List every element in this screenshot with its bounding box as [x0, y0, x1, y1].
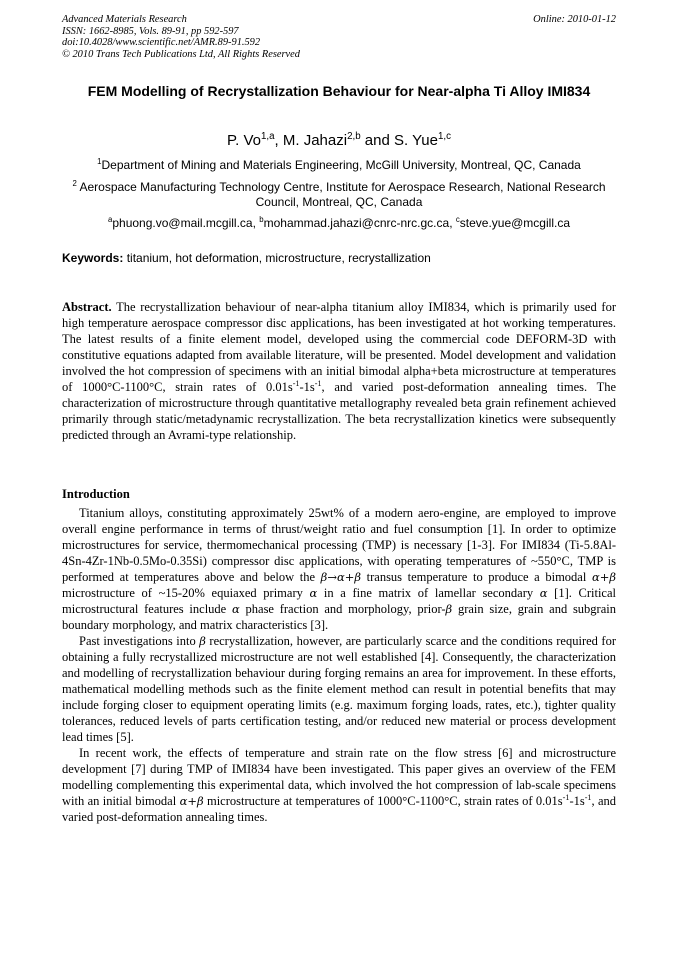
keywords	[62, 251, 616, 266]
affiliation-number: 1	[97, 157, 102, 166]
author-separator: and	[360, 132, 395, 149]
superscript: -1	[562, 792, 570, 802]
paragraph	[62, 633, 616, 745]
email-marker: b	[259, 215, 264, 224]
keywords-label: Keywords:	[62, 251, 124, 265]
text-run: recrystallization, however, are particularly scarce and the conditions required for obtaining a fully recrystallized microstructure are not well established [4]. Consequently, the characterization and modelling of recrystallization behaviour during forging remains an area for improvement. In these efforts, mathematical modelling methods such as the finite element method can result in potential benefits that may include forging closer to equipment operating limits (e.g. maximum forging loads, rates, etc.), tighter quality tolerances, reduced levels of parts certification testing, and/or reduced new material or process development lead times [5].	[62, 634, 616, 744]
text-run: microstructure of ~15-20% equiaxed primary	[62, 586, 310, 600]
greek-symbol: β→α+β	[320, 570, 362, 584]
affiliation-number: 2	[72, 179, 77, 188]
abstract	[62, 299, 616, 443]
email-marker: a	[108, 215, 113, 224]
text-run: microstructure at temperatures of 1000°C-1100°C, strain rates of 0.01s	[203, 794, 563, 808]
author-affil-marker: 1,a	[260, 131, 275, 142]
email-marker: c	[455, 215, 460, 224]
author-list	[62, 131, 616, 151]
introduction-body	[62, 505, 616, 825]
text-run: phase fraction and morphology, prior-	[239, 602, 446, 616]
affiliation-text: Aerospace Manufacturing Technology Centre, Institute for Aerospace Research, National Research Council, Montreal, QC, Canada	[76, 180, 606, 209]
abstract-text: , and varied post-deformation annealing times. The characterization of microstructure through quantitative metallography revealed beta grain refinement achieved primarily through static/metadynamic recrystallization. The beta recrystallization kinetics were subsequently predicted through an Avrami-type relationship.	[62, 380, 617, 442]
author-name: P. Vo	[227, 132, 261, 149]
doi-line: doi:10.4028/www.scientific.net/AMR.89-91.592	[62, 37, 261, 49]
abstract-text: -1s	[299, 380, 315, 394]
paragraph	[62, 505, 616, 633]
journal-name: Advanced Materials Research	[62, 14, 187, 25]
superscript: -1	[314, 378, 322, 388]
journal-header	[62, 14, 616, 60]
author-affil-marker: 1,c	[437, 131, 451, 142]
text-run: [1]. Critical microstructural features include	[62, 586, 616, 616]
email: steve.yue@mcgill.ca	[459, 216, 570, 230]
author-name: M. Jahazi	[282, 132, 348, 149]
online-date: Online: 2010-01-12	[533, 14, 616, 25]
text-run: In recent work, the effects of temperature and strain rate on the flow stress [6] and microstructure development [7] during TMP of IMI834 have been investigated. This paper gives an overview of the FEM modelling complementing this experimental data, which involved the hot compression of lab-scale specimens with an initial bimodal	[62, 746, 616, 808]
greek-symbol: α	[309, 586, 318, 600]
superscript: -1	[292, 378, 300, 388]
greek-symbol: α	[231, 602, 240, 616]
affiliation-1	[62, 158, 616, 173]
copyright-line: © 2010 Trans Tech Publications Ltd, All Rights Reserved	[62, 48, 300, 60]
text-run: transus temperature to produce a bimodal	[361, 570, 592, 584]
author-name: S. Yue	[394, 132, 438, 149]
paragraph	[62, 745, 616, 825]
greek-symbol: β	[199, 634, 206, 648]
abstract-label: Abstract.	[62, 300, 112, 314]
greek-symbol: α	[539, 586, 548, 600]
section-heading-introduction: Introduction	[62, 487, 130, 501]
text-run: Titanium alloys, constituting approximately 25wt% of a modern aero-engine, are employed to improve overall engine performance in terms of thrust/weight ratio and fuel consumption [1]. In order to optimize microstructures for service, thermomechanical processing (TMP) is necessary [1-3]. For IMI834 (Ti-5.8Al-4Sn-4Zr-1Nb-0.5Mo-0.35Si) compressor disc applications, with operating temperatures of ~550°C, TMP is performed at temperatures above and below the	[62, 506, 616, 584]
greek-symbol: α+β	[179, 794, 204, 808]
affiliation-text: Department of Mining and Materials Engineering, McGill University, Montreal, QC, Canada	[101, 158, 581, 172]
abstract-text: The recrystallization behaviour of near-alpha titanium alloy IMI834, which is primarily used for high temperature aerospace compressor disc applications, has been investigated at hot working temperatures. The latest results of a finite element model, developed using the commercial code DEFORM-3D with constitutive equations adapted from available literature, will be presented. Model development and validation involved the hot compression of specimens with an initial bimodal alpha+beta microstructure at temperatures of 1000°C-1100°C, strain rates of 0.01s	[62, 300, 616, 394]
text-run: -1s	[569, 794, 585, 808]
issn-line: ISSN: 1662-8985, Vols. 89-91, pp 592-597	[62, 25, 239, 37]
keywords-text: titanium, hot deformation, microstructure, recrystallization	[123, 251, 431, 265]
greek-symbol: β	[445, 602, 453, 616]
email: phuong.vo@mail.mcgill.ca,	[112, 216, 260, 230]
text-run: grain size, grain and subgrain boundary morphology, and matrix characteristics [3].	[62, 602, 616, 632]
paper-title: FEM Modelling of Recrystallization Behaviour for Near-alpha Ti Alloy IMI834	[87, 83, 591, 99]
text-run: in a fine matrix of lamellar secondary	[317, 586, 540, 600]
text-run: Past investigations into	[79, 634, 200, 648]
greek-symbol: α+β	[591, 570, 616, 584]
affiliation-2	[62, 180, 616, 210]
superscript: -1	[584, 792, 592, 802]
author-emails	[62, 216, 616, 231]
email: mohammad.jahazi@cnrc-nrc.gc.ca,	[263, 216, 456, 230]
author-separator: ,	[274, 132, 283, 149]
text-run: , and varied post-deformation annealing times.	[62, 794, 617, 824]
author-affil-marker: 2,b	[347, 131, 361, 142]
